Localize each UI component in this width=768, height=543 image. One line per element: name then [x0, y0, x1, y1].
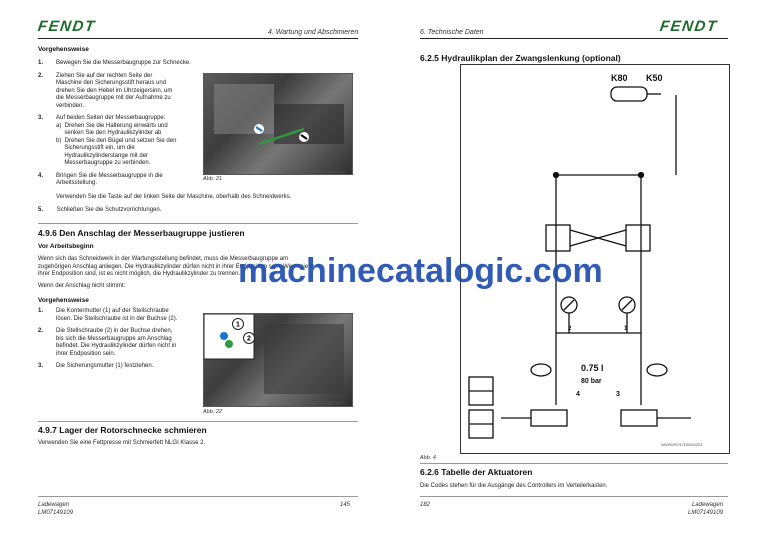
procedure-step [38, 328, 208, 358]
procedure-title: Vorgehensweise [38, 46, 89, 53]
label-3: 3 [616, 391, 620, 398]
procedure-step [38, 73, 208, 111]
footer-doc: LM07149109 [688, 510, 724, 516]
procedure-title: Vorgehensweise [38, 297, 89, 304]
step-text: Bewegen Sie die Messerbaugruppe zur Schnecke. [56, 60, 191, 66]
section-header: 6. Technische Daten [420, 29, 484, 36]
figure-22-code: NWHDRO17B0008701 [305, 400, 347, 405]
procedure-step [38, 308, 208, 323]
before-start-title: Vor Arbeitsbeginn [38, 243, 94, 250]
figure-4-caption: Abb. 4 [420, 455, 436, 461]
step-text: Die Sicherungsmutter (1) festziehen. [56, 363, 154, 369]
figure-21-code: NWHDRO17B0006401 [305, 169, 347, 174]
section-6-2-6-title: 6.2.6 Tabelle der Aktuatoren [420, 467, 533, 477]
header-rule [38, 38, 358, 39]
step-number: 2. [38, 72, 44, 79]
label-k50: K50 [646, 73, 663, 83]
figure-22-photo [203, 313, 353, 407]
para-line: ihrer Endposition sind, ist es nicht möglich, die Hydraulikzylinder zu trennen. [38, 271, 241, 277]
footer-doc: LM07149109 [38, 510, 74, 516]
label-2: 2 [568, 326, 572, 332]
footer-page-number: 182 [420, 502, 431, 508]
step5 [38, 207, 161, 215]
stop-wrong-text: Wenn der Anschlag nicht stimmt: [38, 283, 126, 289]
section-4-9-7-title: 4.9.7 Lager der Rotorschnecke schmieren [38, 425, 207, 435]
footer-page-number: 145 [340, 502, 351, 508]
step4-extra: Verwenden Sie die Taste auf der linken Seite der Maschine, oberhalb des Schneidwerks. [56, 194, 292, 200]
section-rule [420, 463, 728, 464]
figure-22-caption: Abb. 22 [203, 409, 222, 415]
figure-22-art [204, 314, 352, 406]
step-number: 5. [38, 207, 44, 213]
procedure-steps [38, 60, 208, 188]
figure-21-caption: Abb. 21 [203, 176, 222, 182]
step-number: 3. [38, 363, 44, 369]
figure-21-photo [203, 73, 353, 175]
step-text: Die Stellschraube (2) in der Buchse drehen, bis sich die Messerbaugruppe am Anschlag befindet. Die Hydraulikzylinder dürfen nicht in ihrer Endposition sein. [56, 328, 177, 357]
step-text: Ziehen Sie auf der rechten Seite der Maschine den Sicherungsstift heraus und drehen Sie den Hebel im Uhrzeigersinn, um die Messerbaugruppe mit der Aufnahme zu verbinden. [56, 72, 173, 109]
section-header: 4. Wartung und Abschmieren [268, 29, 359, 36]
fendt-logo: FENDT [36, 18, 97, 35]
footer-rule [38, 496, 358, 497]
procedure-step [38, 363, 208, 371]
header-rule [420, 38, 728, 39]
footer-right [688, 501, 723, 517]
section-4-9-6-title: 4.9.6 Den Anschlag der Messerbaugruppe justieren [38, 228, 245, 238]
label-flow: 0.75 l [581, 363, 604, 373]
label-1: 1 [624, 326, 628, 332]
callout-1: 1 [236, 321, 240, 329]
step-number: 4. [38, 172, 44, 179]
step-text: Auf beiden Seiten der Messerbaugruppe: a) Drehen Sie die Halterung einwärts und senken Sie den Hydraulikzylinder ab b) Drehen Sie den Bügel und setzen Sie den Sicherungsstift ein, um die Hydraulikzylinderstange mit der Messerbaugruppe zu verbinden. [56, 115, 177, 166]
procedure-steps [38, 308, 208, 376]
callout-2: 2 [247, 335, 251, 343]
footer-rule [420, 496, 728, 497]
step-number: 1. [38, 60, 44, 66]
para-line: Wenn sich das Schneidwerk in der Wartungsstellung befindet, muss die Messerbaugruppe am [38, 256, 289, 262]
section-6-2-5-title: 6.2.5 Hydraulikplan der Zwangslenkung (optional) [420, 53, 621, 63]
label-k80: K80 [611, 73, 628, 83]
step-number: 3. [38, 115, 44, 121]
footer-name: Ladewagen [692, 502, 724, 508]
section-rule [38, 421, 358, 422]
section-6-2-6-paragraph: Die Codes stehen für die Ausgänge des Controllers im Verteilerkasten. [420, 483, 608, 489]
footer-left [38, 501, 73, 517]
step-text: Schließen Sie die Schutzvorrichtungen. [56, 207, 162, 213]
fendt-logo: FENDT [658, 18, 719, 35]
procedure-step [38, 60, 208, 68]
footer-name: Ladewagen [38, 502, 70, 508]
step-number: 2. [38, 328, 44, 334]
procedure-step [38, 115, 208, 168]
step-text: Bringen Sie die Messerbaugruppe in die Arbeitsstellung. [56, 172, 163, 186]
step-text: Die Kontermutter (1) auf der Stellschraube lösen. Die Stellschraube ist in der Buchse (2). [56, 308, 178, 322]
label-4: 4 [576, 391, 580, 398]
label-pressure: 80 bar [581, 378, 602, 385]
step-number: 1. [38, 308, 44, 314]
section-4-9-7-paragraph: Verwenden Sie eine Fettpresse mit Schmierfett NLGI Klasse 2. [38, 440, 206, 446]
diagram-code: NWHDRO17D0000203 [661, 442, 703, 447]
watermark: machinecatalogic.com [238, 252, 603, 290]
figure-21-art [204, 74, 352, 174]
para-line: zugehörigen Anschlag anliegen. Die Hydraulikzylinder dürfen nicht in ihrer Endposition sein. Wenn sie in [38, 263, 315, 270]
procedure-step [38, 173, 208, 188]
section-rule [38, 223, 358, 224]
